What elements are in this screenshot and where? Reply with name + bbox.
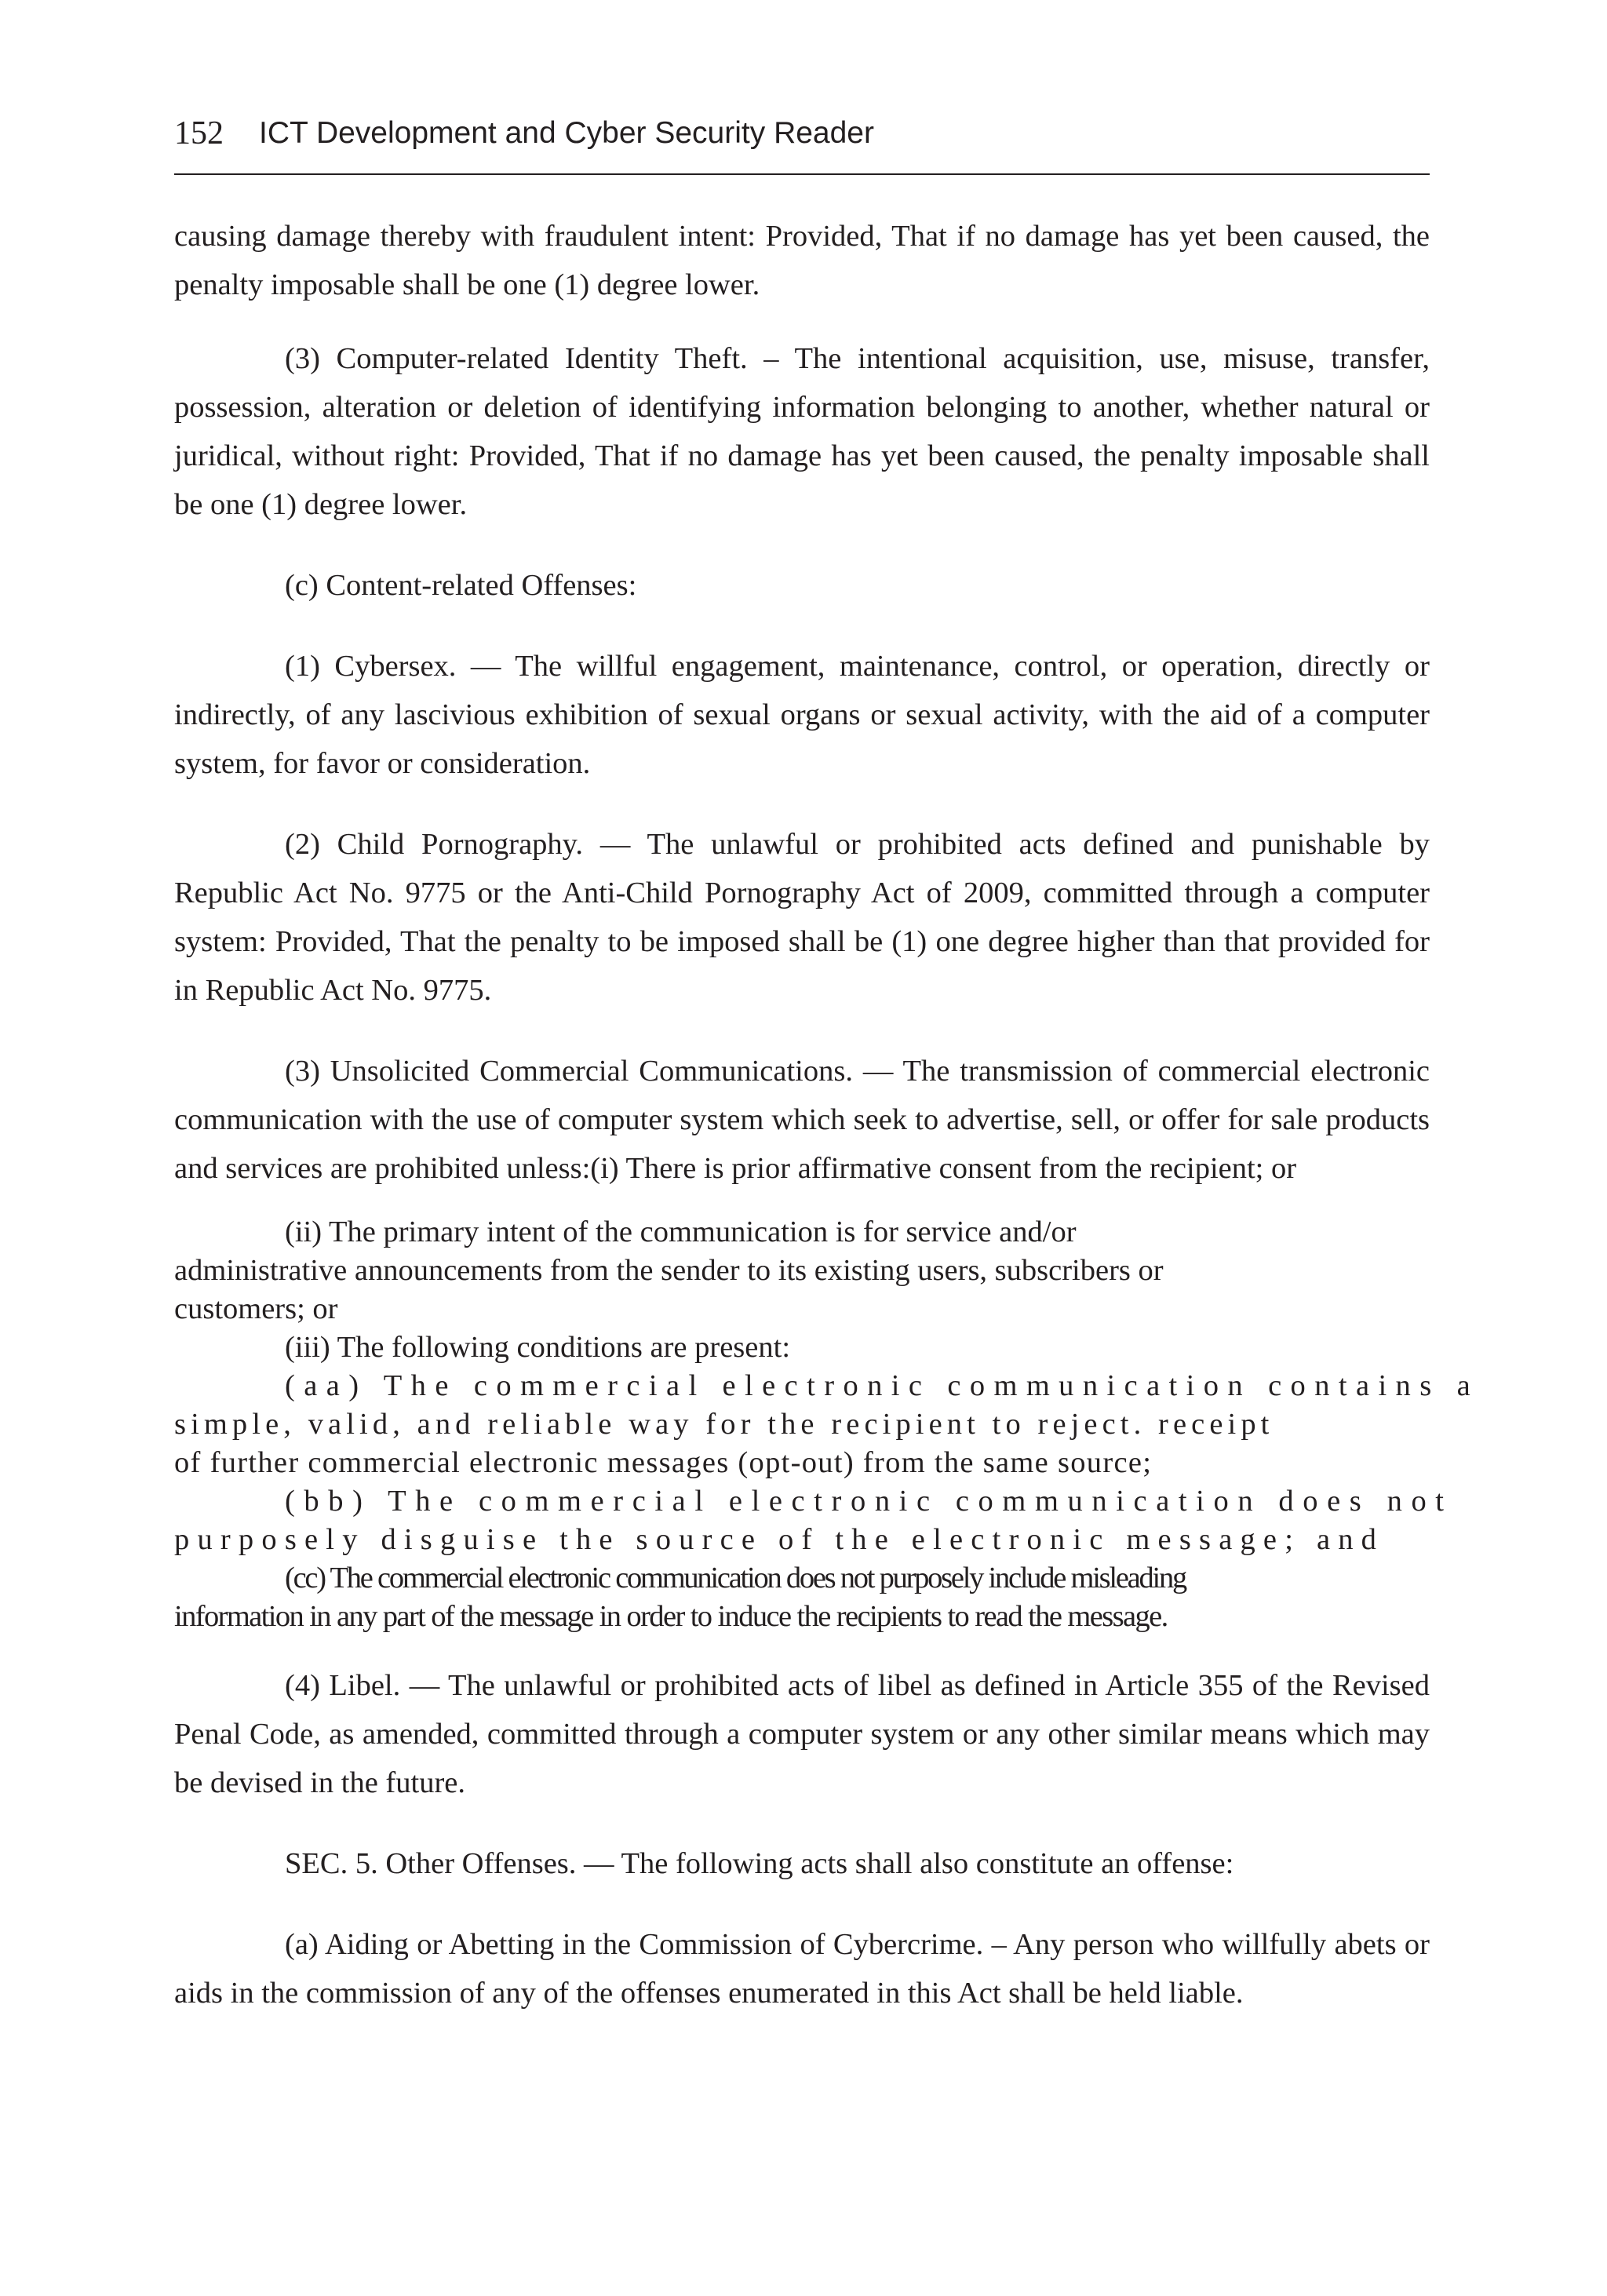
paragraph-continuation: causing damage thereby with fraudulent intent: Provided, That if no damage has yet been caused, the penalty imposable shall be one (1) degree lower.: [174, 220, 1430, 301]
paragraph-libel: (4) Libel. — The unlawful or prohibited acts of libel as defined in Article 355 of the Revised Penal Code, as amended, committed through a computer system or any other similar means which may be devised in the future.: [174, 1669, 1430, 1799]
paragraph-cc-line-1: (cc) The commercial electronic communication does not purposely include misleading: [285, 1562, 1186, 1594]
paragraph-unsolicited-communications: (3) Unsolicited Commercial Communications. — The transmission of commercial electronic communication with the use of computer system which seek to advertise, sell, or offer for sale products and services are prohibited unless:(i) There is prior affirmative consent from the recipient; or: [174, 1055, 1430, 1185]
paragraph-cc-line-2: information in any part of the message in order to induce the recipients to read the message.: [174, 1600, 1168, 1633]
paragraph-identity-theft: (3) Computer-related Identity Theft. – The intentional acquisition, use, misuse, transfer, possession, alteration or deletion of identifying information belonging to another, whether natural or juridical, without right: Provided, That if no damage has yet been caused, the penalty imposable shall be one (1) degree lower.: [174, 342, 1430, 521]
paragraph-child-pornography: (2) Child Pornography. — The unlawful or prohibited acts defined and punishable by Republic Act No. 9775 or the Anti-Child Pornography Act of 2009, committed through a computer system: Provided, That the penalty to be imposed shall be (1) one degree higher than that provided for in Republic Act No. 9775.: [174, 828, 1430, 1007]
paragraph-aa-line-1: (aa) The commercial electronic communication contains a: [285, 1369, 1480, 1402]
paragraph-aiding-abetting: (a) Aiding or Abetting in the Commission of Cybercrime. – Any person who willfully abets or aids in the commission of any of the offenses enumerated in this Act shall be held liable.: [174, 1928, 1430, 2010]
paragraph-bb-line-1: (bb) The commercial electronic communication does not: [285, 1485, 1453, 1518]
conditions-block: [174, 1213, 1480, 1636]
page-body: [174, 212, 1480, 2017]
page-number: 152: [174, 115, 224, 151]
paragraph-ii-line-2: administrative announcements from the sender to its existing users, subscribers or: [174, 1254, 1164, 1287]
page-header: [174, 110, 1430, 157]
paragraph-aa-line-2: simple, valid, and reliable way for the recipient to reject. receipt: [174, 1408, 1274, 1441]
paragraph-cybersex: (1) Cybersex. — The willful engagement, maintenance, control, or operation, directly or indirectly, of any lascivious exhibition of sexual organs or sexual activity, with the aid of a computer system, for favor or consideration.: [174, 650, 1430, 780]
paragraph-bb-line-2: purposely disguise the source of the electronic message; and: [174, 1523, 1385, 1556]
paragraph-ii-line-3: customers; or: [174, 1292, 338, 1325]
paragraph-aa-line-3: of further commercial electronic messages (opt-out) from the same source;: [174, 1446, 1153, 1479]
paragraph-sec-5: SEC. 5. Other Offenses. — The following acts shall also constitute an offense:: [285, 1847, 1234, 1880]
running-title: ICT Development and Cyber Security Reader: [259, 116, 874, 150]
paragraph-content-related-heading: (c) Content-related Offenses:: [285, 569, 637, 602]
header-rule: [174, 173, 1430, 175]
paragraph-iii: (iii) The following conditions are present:: [285, 1331, 791, 1364]
paragraph-ii-line-1: (ii) The primary intent of the communication is for service and/or: [285, 1215, 1077, 1248]
